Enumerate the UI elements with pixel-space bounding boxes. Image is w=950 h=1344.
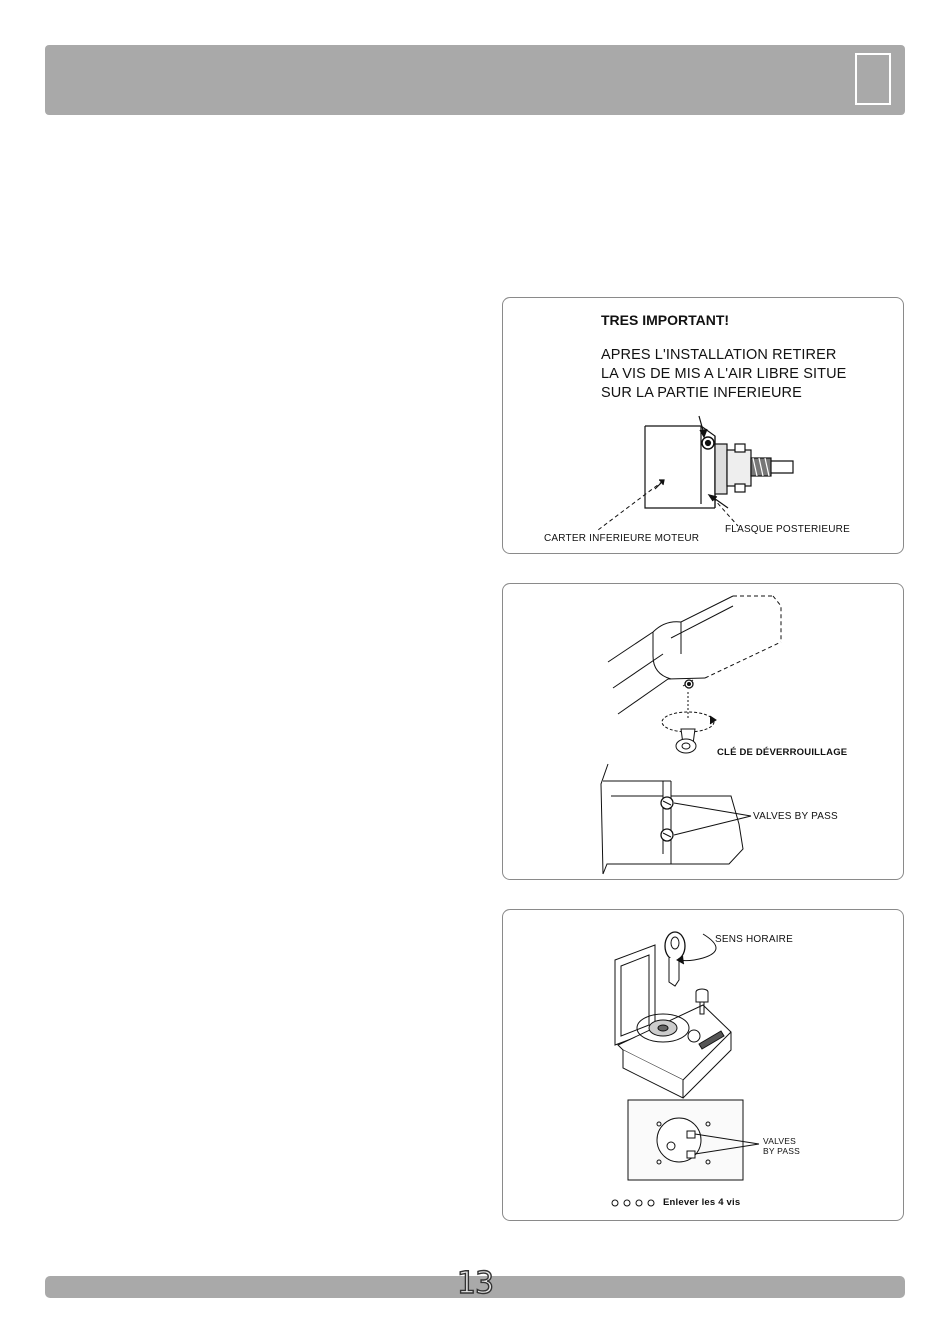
bypass-valves-illustration [503, 910, 904, 1221]
panel-vent-screw-warning [502, 297, 904, 554]
label-carter-inferieure: CARTER INFERIEURE MOTEUR [544, 533, 700, 544]
panel-bypass-valves [502, 909, 904, 1221]
warning-line-1: APRES L'INSTALLATION RETIRER [601, 347, 837, 363]
label-valves-line-2: BY PASS [763, 1146, 800, 1156]
page-number: 13 [456, 1266, 494, 1301]
label-release-key: CLÉ DE DÉVERROUILLAGE [717, 747, 848, 758]
label-clockwise: SENS HORAIRE [715, 934, 793, 945]
warning-line-2: LA VIS DE MIS A L'AIR LIBRE SITUE [601, 366, 847, 382]
vent-screw-illustration [503, 298, 904, 554]
panel-release-key [502, 583, 904, 880]
header-tab-marker [855, 53, 891, 105]
label-bypass-valves: VALVES BY PASS [753, 811, 838, 822]
warning-title: TRES IMPORTANT! [601, 312, 730, 328]
header-bar [45, 45, 905, 115]
label-valves-line-1: VALVES [763, 1136, 797, 1146]
label-remove-screws: Enlever les 4 vis [663, 1197, 741, 1208]
label-flasque-posterieure: FLASQUE POSTERIEURE [725, 524, 850, 535]
warning-line-3: SUR LA PARTIE INFERIEURE [601, 385, 802, 401]
release-key-illustration [503, 584, 904, 880]
